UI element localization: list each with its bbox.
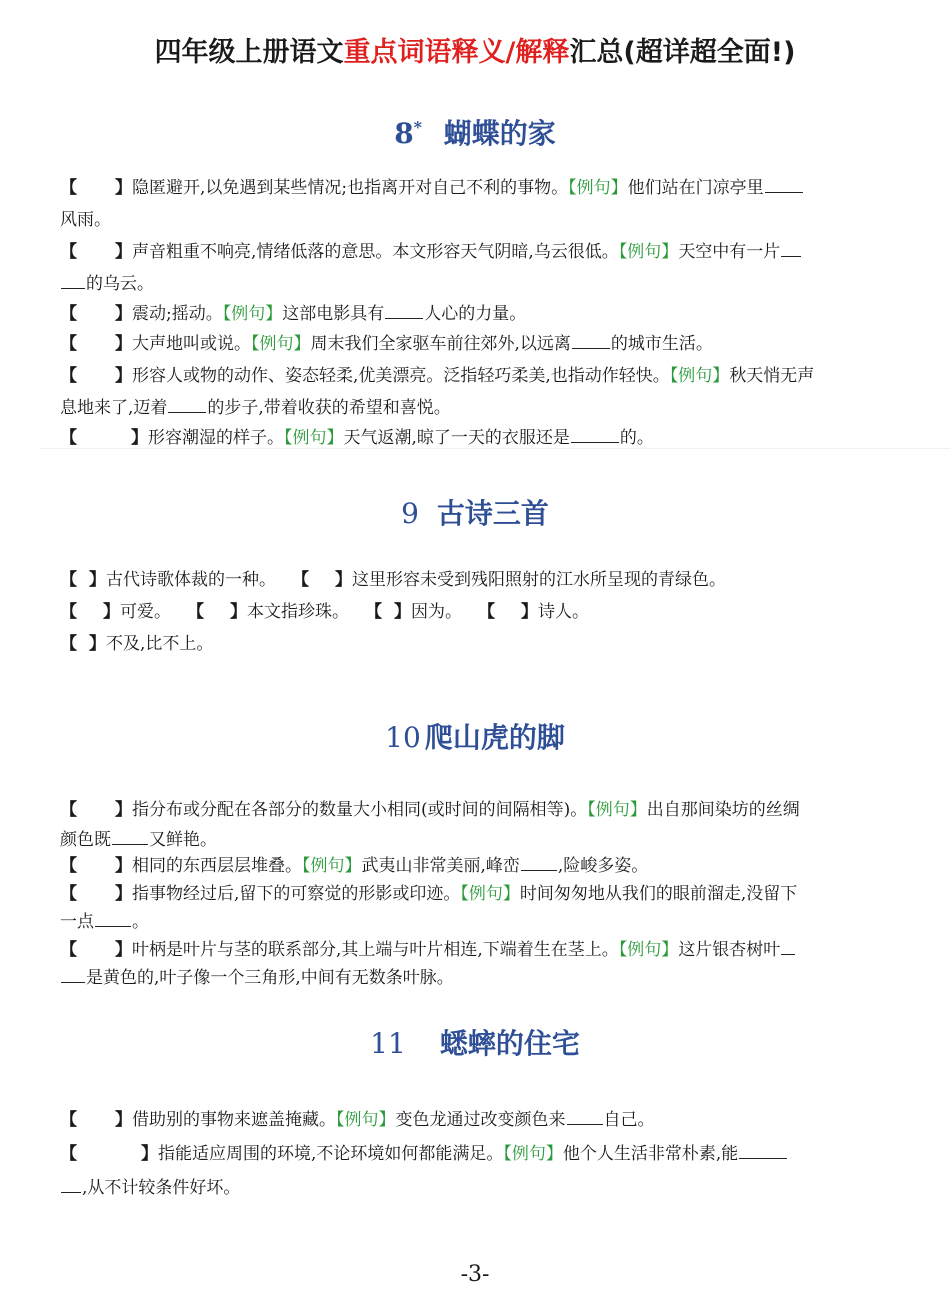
example-text: 这片银杏树叶 <box>678 940 781 960</box>
bracket-close: 】 <box>115 366 132 386</box>
bracket-open: 【 <box>365 602 382 622</box>
entry-line <box>60 172 888 204</box>
section-title-8 <box>0 112 950 152</box>
section-title-9 <box>0 492 950 532</box>
fill-blank <box>95 910 131 927</box>
entry-line-cont <box>60 268 888 300</box>
bracket-open: 【 <box>60 334 77 354</box>
page-number: -3- <box>460 1262 490 1287</box>
definition: 借助别的事物来遮盖掩藏。 <box>132 1110 336 1130</box>
section-name: 蝴蝶的家 <box>443 117 556 150</box>
bracket-close: 】 <box>115 242 132 262</box>
bracket-close: 】 <box>115 334 132 354</box>
bracket-open: 【 <box>60 800 77 820</box>
section-name: 蟋蟀的住宅 <box>439 1027 580 1060</box>
example-tag: 【例句】 <box>503 1144 563 1164</box>
example-text: 一点 <box>60 912 94 932</box>
example-text: 出自那间染坊的丝绸 <box>646 800 800 820</box>
bracket-close: 】 <box>115 304 132 324</box>
definition: 因为。 <box>411 602 462 622</box>
bracket-open: 【 <box>478 602 495 622</box>
example-text: 的城市生活。 <box>610 334 713 354</box>
bracket-close: 】 <box>89 634 106 654</box>
section-divider <box>40 448 950 449</box>
bracket-open: 【 <box>60 570 77 590</box>
definition: 相同的东西层层堆叠。 <box>132 856 302 876</box>
example-text: 是黄色的,叶子像一个三角形,中间有无数条叶脉。 <box>86 968 454 988</box>
fill-blank <box>61 272 85 289</box>
example-text: 这部电影具有 <box>282 304 385 324</box>
bracket-close: 】 <box>89 570 106 590</box>
entry-line <box>60 298 888 330</box>
fill-blank <box>168 396 206 413</box>
bracket-close: 】 <box>394 602 411 622</box>
page-title <box>0 30 950 69</box>
title-part-2: 汇总(超详超全面!) <box>569 37 796 68</box>
example-tag: 【例句】 <box>568 178 628 198</box>
entry-line <box>60 328 888 360</box>
entry-line-cont <box>60 392 888 424</box>
definition: 指事物经过后,留下的可察觉的形影或印迹。 <box>132 884 461 904</box>
fill-blank <box>112 828 148 845</box>
example-text: 武夷山非常美丽,峰峦 <box>361 856 520 876</box>
example-text: 颜色既 <box>60 830 111 850</box>
bracket-open: 【 <box>60 602 77 622</box>
entry-line <box>60 794 888 826</box>
definition: 指能适应周围的环境,不论环境如何都能满足。 <box>158 1144 504 1164</box>
entry-line <box>60 1138 888 1170</box>
fill-blank <box>571 426 619 443</box>
definition: 隐匿避开,以免遇到某些情况;也指离开对自己不利的事物。 <box>132 178 569 198</box>
fill-blank <box>61 1176 81 1193</box>
example-text: 息地来了,迈着 <box>60 398 168 418</box>
example-tag: 【例句】 <box>618 940 679 960</box>
entry-line <box>60 628 888 660</box>
example-text: ,从不计较条件好坏。 <box>82 1178 241 1198</box>
section-name: 爬山虎的脚 <box>424 721 565 754</box>
definition: 形容人或物的动作、姿态轻柔,优美漂亮。泛指轻巧柔美,也指动作轻快。 <box>132 366 670 386</box>
bracket-close: 】 <box>115 940 132 960</box>
entry-line <box>60 596 888 628</box>
title-highlight: 重点词语释义/解释 <box>343 37 570 68</box>
bracket-close: 】 <box>230 602 247 622</box>
definition: 震动;摇动。 <box>132 304 223 324</box>
example-tag: 【例句】 <box>460 884 520 904</box>
example-text: 的乌云。 <box>86 274 154 294</box>
example-text: ,险峻多姿。 <box>557 856 649 876</box>
bracket-close: 】 <box>115 1110 132 1130</box>
example-text: 时间匆匆地从我们的眼前溜走,没留下 <box>519 884 798 904</box>
example-text: 又鲜艳。 <box>149 830 217 850</box>
definition: 形容潮湿的样子。 <box>148 428 284 448</box>
bracket-open: 【 <box>60 1144 77 1164</box>
fill-blank <box>521 854 557 871</box>
entry-line <box>60 236 888 268</box>
section-number: 10 <box>385 721 421 754</box>
bracket-open: 【 <box>60 428 77 448</box>
bracket-close: 】 <box>115 884 132 904</box>
bracket-open: 【 <box>60 884 77 904</box>
definition: 叶柄是叶片与茎的联系部分,其上端与叶片相连,下端着生在茎上。 <box>132 940 619 960</box>
entry-line-cont <box>60 962 888 994</box>
example-tag: 【例句】 <box>222 304 283 324</box>
example-tag: 【例句】 <box>302 856 362 876</box>
example-text: 天气返潮,晾了一天的衣服还是 <box>343 428 570 448</box>
bracket-close: 】 <box>131 428 148 448</box>
fill-blank <box>61 966 85 983</box>
example-tag: 【例句】 <box>618 242 679 262</box>
bracket-open: 【 <box>292 570 309 590</box>
fill-blank <box>781 938 795 955</box>
example-text: 他个人生活非常朴素,能 <box>562 1144 739 1164</box>
section-number: 9 <box>401 497 419 530</box>
fill-blank <box>765 176 803 193</box>
example-tag: 【例句】 <box>587 800 647 820</box>
bracket-open: 【 <box>60 304 77 324</box>
section-name: 古诗三首 <box>436 497 549 530</box>
example-text: 人心的力量。 <box>424 304 527 324</box>
definition: 可爱。 <box>120 602 171 622</box>
fill-blank <box>739 1142 787 1159</box>
bracket-open: 【 <box>60 178 77 198</box>
self-study-mark: * <box>413 117 423 137</box>
definition: 指分布或分配在各部分的数量大小相同(或时间的间隔相等)。 <box>132 800 588 820</box>
example-tag: 【例句】 <box>284 428 344 448</box>
example-tag: 【例句】 <box>251 334 311 354</box>
bracket-open: 【 <box>60 634 77 654</box>
example-text: 风雨。 <box>60 210 111 230</box>
bracket-close: 】 <box>115 178 132 198</box>
bracket-open: 【 <box>60 940 77 960</box>
example-text: 他们站在门凉亭里 <box>627 178 764 198</box>
example-text: 的。 <box>619 428 654 448</box>
entry-line <box>60 1104 888 1136</box>
example-text: 。 <box>132 912 149 932</box>
bracket-close: 】 <box>103 602 120 622</box>
bracket-open: 【 <box>60 1110 77 1130</box>
definition: 本文指珍珠。 <box>247 602 349 622</box>
fill-blank <box>781 240 801 257</box>
entry-line-cont <box>60 204 888 236</box>
definition: 声音粗重不响亮,情绪低落的意思。本文形容天气阴暗,乌云很低。 <box>132 242 619 262</box>
fill-blank <box>385 302 423 319</box>
example-text: 自己。 <box>603 1110 655 1130</box>
bracket-open: 【 <box>187 602 204 622</box>
definition: 诗人。 <box>538 602 589 622</box>
fill-blank <box>572 332 610 349</box>
bracket-close: 】 <box>521 602 538 622</box>
entry-line <box>60 422 888 454</box>
example-tag: 【例句】 <box>669 366 730 386</box>
section-number: 11 <box>370 1027 406 1060</box>
example-tag: 【例句】 <box>336 1110 396 1130</box>
fill-blank <box>567 1108 603 1125</box>
definition: 不及,比不上。 <box>106 634 214 654</box>
title-part-1: 四年级上册语文 <box>154 37 344 68</box>
example-text: 的步子,带着收获的希望和喜悦。 <box>207 398 451 418</box>
entry-line <box>60 360 888 392</box>
section-title-11 <box>0 1022 950 1062</box>
definition: 大声地叫或说。 <box>132 334 251 354</box>
bracket-close: 】 <box>115 856 132 876</box>
example-text: 变色龙通过改变颜色来 <box>395 1110 566 1130</box>
example-text: 秋天悄无声 <box>729 366 815 386</box>
entry-line-cont <box>60 1172 888 1204</box>
section-title-10 <box>0 716 950 756</box>
entry-line <box>60 564 888 596</box>
bracket-open: 【 <box>60 242 77 262</box>
example-text: 天空中有一片 <box>678 242 781 262</box>
bracket-close: 】 <box>115 800 132 820</box>
bracket-open: 【 <box>60 856 77 876</box>
bracket-close: 】 <box>335 570 352 590</box>
definition: 古代诗歌体裁的一种。 <box>106 570 276 590</box>
example-text: 周末我们全家驱车前往郊外,以远离 <box>310 334 571 354</box>
bracket-open: 【 <box>60 366 77 386</box>
section-number: 8 <box>394 117 414 150</box>
definition: 这里形容未受到残阳照射的江水所呈现的青绿色。 <box>352 570 726 590</box>
bracket-close: 】 <box>141 1144 158 1164</box>
